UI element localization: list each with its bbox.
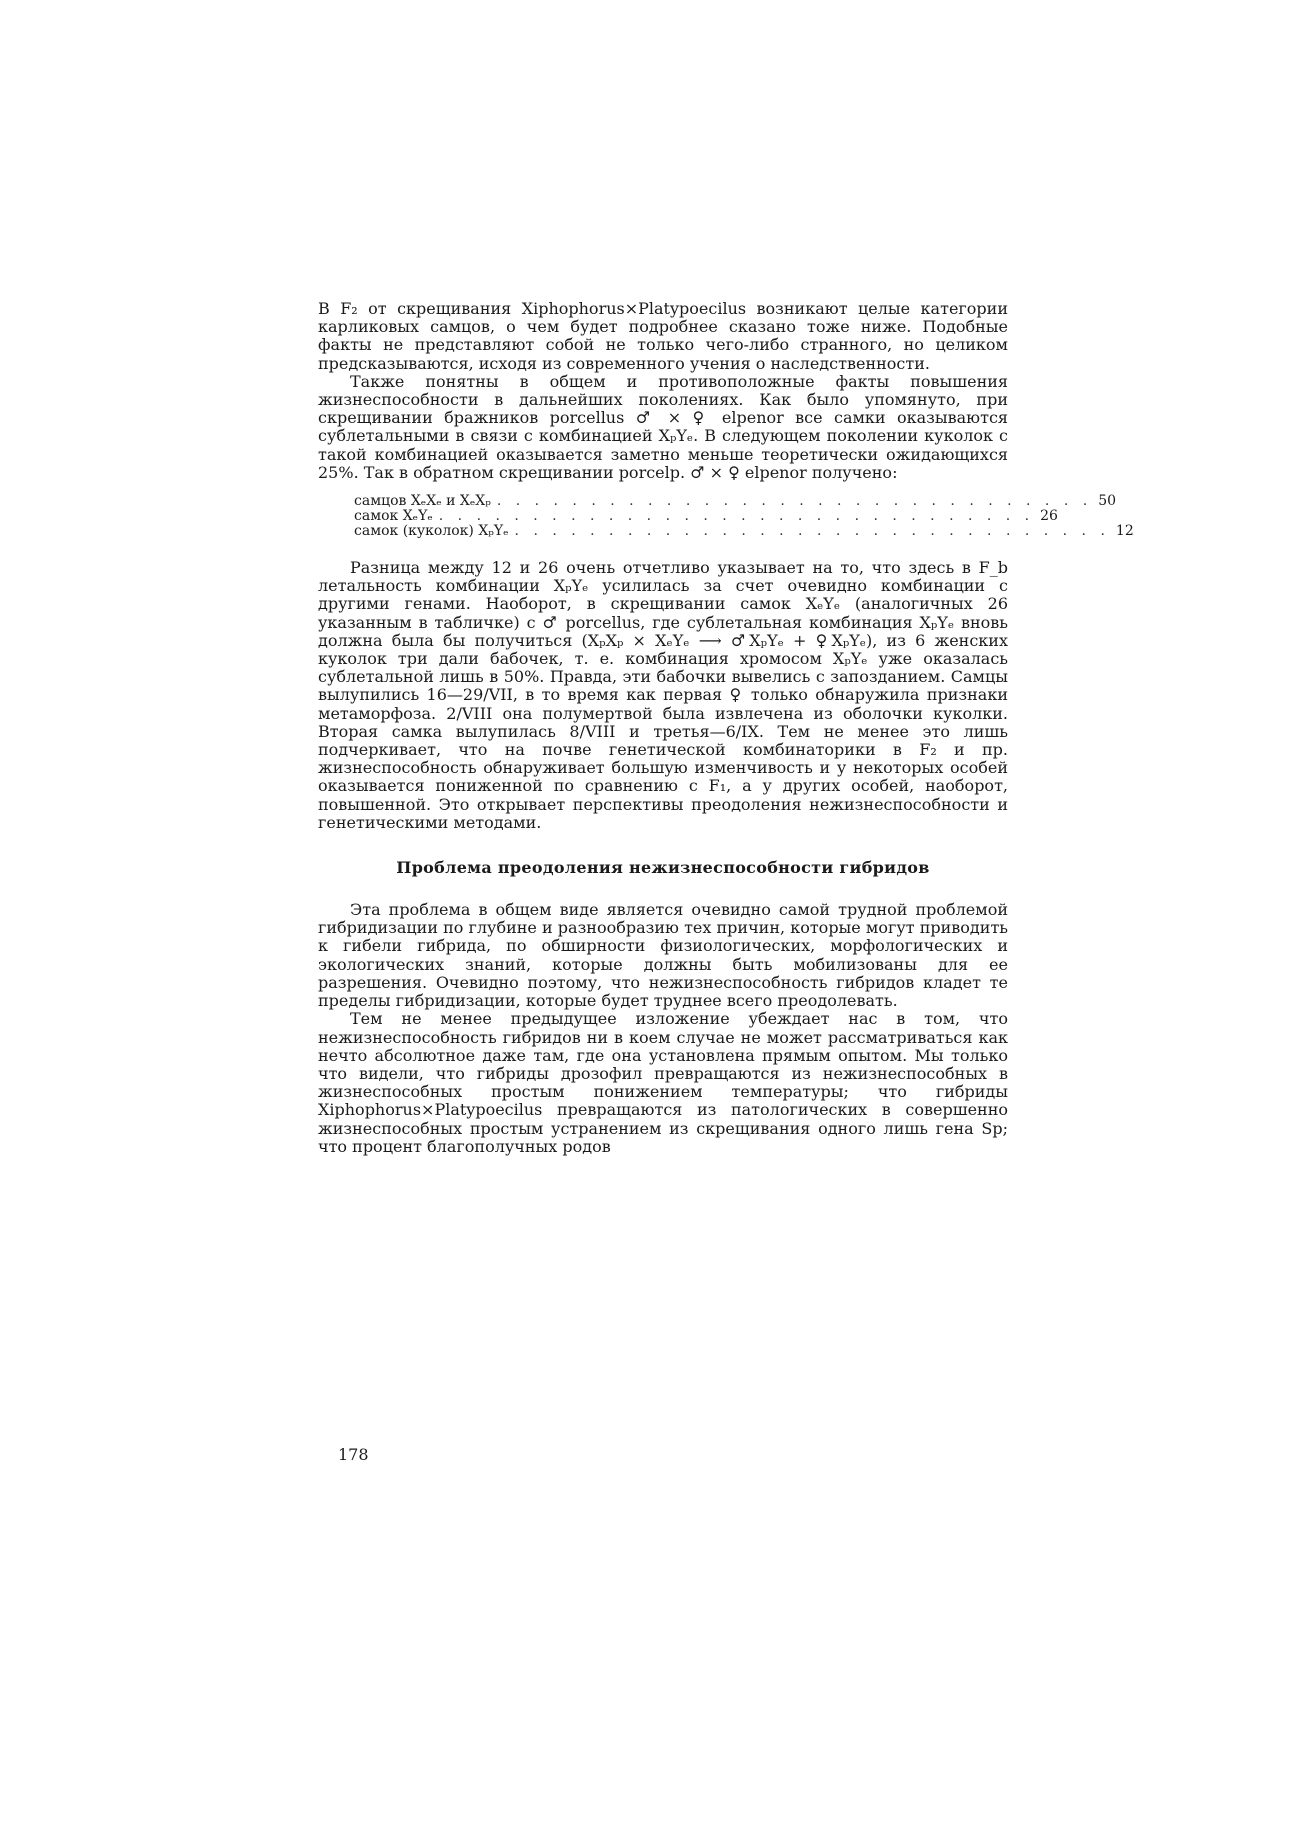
page-number: 178 (338, 1445, 369, 1464)
paragraph-2: Также понятны в общем и противоположные факты повышения жизнеспособности в дальнейших поколениях. Как было упомянуто, при скрещивании бражников porcellus ♂ × ♀ elpenor все самки оказываются сублетальными в связи с комбинацией XₚYₑ. В следующем поколении куколок с такой комбинацией оказывается заметно меньше теоретически ожидающихся 25%. Так в обратном скрещивании porcelp. ♂ × ♀ elpenor получено: (318, 371, 1008, 482)
paragraph-1: В F₂ от скрещивания Xiphophorus×Platypoecilus возникают целые категории карликовых самцов, о чем будет подробнее сказано тоже ниже. Подобные факты не представляют собой не только чего-либо странного, но целиком предсказываются, исходя из современного учения о наследственности. (318, 299, 1008, 373)
table-row: самок (куколок) XₚYₑ . . . . . . . . . . . . . . . . . . . . . . . . . . . . . . . . 12 (354, 523, 1134, 540)
paragraph-3: Разница между 12 и 26 очень отчетливо указывает на то, что здесь в F_b летальность комбинации XₚYₑ усилилась за счет очевидно комбинации с другими генами. Наоборот, в скрещивании самок XₑYₑ (аналогичных 26 указанным в табличке) с ♂ porcellus, где сублетальная комбинация XₚYₑ вновь должна была бы получиться (XₚXₚ × XₑYₑ ⟶ ♂XₚYₑ + ♀XₚYₑ), из 6 женских куколок три дали бабочек, т. е. комбинация хромосом XₚYₑ уже оказалась сублетальной лишь в 50%. Правда, эти бабочки вывелись с запозданием. Самцы вылупились 16—29/VII, в то время как первая ♀ только обнаружила признаки метаморфоза. 2/VIII она полумертвой была извлечена из оболочки куколки. Вторая самка вылупилась 8/VIII и третья—6/IX. Тем не менее это лишь подчеркивает, что на почве генетической комбинаторики в F₂ и пр. жизнеспособность обнаруживает большую изменчивость и у некоторых особей оказывается пониженной по сравнению с F₁, а у других особей, наоборот, повышенной. Это открывает перспективы преодоления нежизнеспособности и генетическими методами. (318, 558, 1008, 832)
table-row-value: 12 (1115, 523, 1134, 540)
table-row-value: 26 (1040, 508, 1058, 525)
results-table (354, 493, 1134, 540)
table-row-label: самок XₑYₑ (354, 508, 433, 525)
table-row-label: самок (куколок) XₚYₑ (354, 523, 509, 540)
table-row: самок XₑYₑ . . . . . . . . . . . . . . . . . . . . . . . . . . . . . . . . 26 (354, 508, 1058, 525)
section-heading: Проблема преодоления нежизнеспособности гибридов (396, 858, 930, 878)
paragraph-4: Эта проблема в общем виде является очевидно самой трудной проблемой гибридизации по глубине и разнообразию тех причин, которые могут приводить к гибели гибрида, по обширности физиологических, морфологических и экологических знаний, которые должны быть мобилизованы для ее разрешения. Очевидно поэтому, что нежизнеспособность гибридов кладет те пределы гибридизации, которые будет труднее всего преодолевать. (318, 900, 1008, 1011)
table-row: самцов XₑXₑ и XₑXₚ . . . . . . . . . . . . . . . . . . . . . . . . . . . . . . . . 50 (354, 493, 1117, 510)
table-row-label: самцов XₑXₑ и XₑXₚ (354, 493, 491, 510)
table-row-value: 50 (1098, 493, 1117, 510)
paragraph-5: Тем не менее предыдущее изложение убеждает нас в том, что нежизнеспособность гибридов ни в коем случае не может рассматриваться как нечто абсолютное даже там, где она установлена прямым опытом. Мы только что видели, что гибриды дрозофил превращаются из нежизнеспособных в жизнеспособных простым понижением температуры; что гибриды Xiphophorus×Platypoecilus превращаются из патологических в совершенно жизнеспособных простым устранением из скрещивания одного лишь гена Sp; что процент благополучных родов (318, 1009, 1008, 1156)
page-body (318, 299, 1134, 1156)
